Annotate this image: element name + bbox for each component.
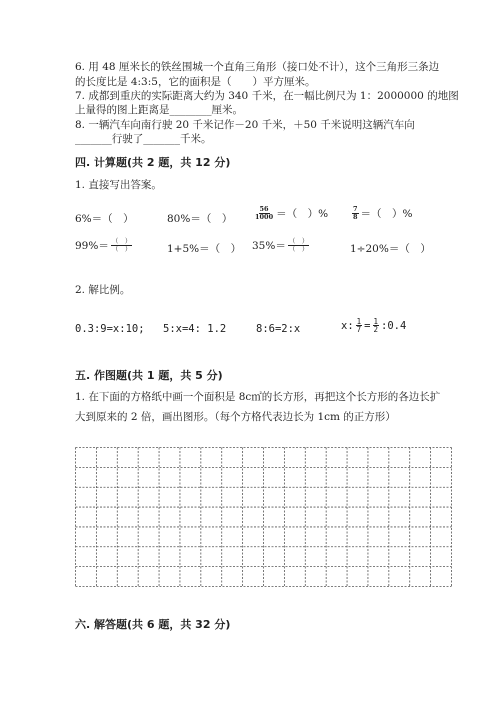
proportion-4 (341, 318, 406, 333)
calc-text: 35%＝ (252, 240, 286, 252)
fraction-denominator: 1000 (255, 213, 274, 221)
fraction-denominator: 7 (356, 325, 362, 334)
question-6-line-1: 6. 用 48 厘米长的铁丝围城一个直角三角形（接口处不计），这个三角形三条边 (75, 61, 440, 73)
fraction-denominator: 8 (353, 213, 358, 221)
calc-1-plus-5-percent (167, 241, 241, 256)
fraction (111, 238, 133, 253)
fraction-denominator: 2 (373, 325, 379, 334)
calc-text: 1÷20%＝（ ） (350, 243, 431, 255)
calc-1-div-20-percent (350, 241, 431, 256)
fraction-numerator: 1 (356, 317, 362, 326)
proportion-3 (256, 323, 300, 335)
question-8-line-1: 8. 一辆汽车向南行驶 20 千米记作－20 千米，＋50 千米说明这辆汽车向 (75, 119, 415, 131)
fraction-numerator: 56 (259, 205, 269, 213)
calc-text: ＝（ ）% (360, 208, 413, 220)
grid-paper (75, 447, 452, 587)
fraction-denominator: （ ） (288, 245, 309, 253)
drawing-question-line-2: 大到原来的 2 倍，画出图形。（每个方格代表边长为 1cm 的正方形） (75, 411, 396, 423)
fraction-numerator: 7 (353, 205, 358, 213)
proportion-text: :0.4 (381, 319, 407, 332)
proportion-text: 0.3:9=x:10; (75, 323, 145, 335)
section-5-heading: 五. 作图题(共 1 题，共 5 分) (75, 369, 223, 382)
calc-56-over-1000 (252, 206, 328, 221)
proportion-2 (163, 323, 226, 335)
calc-99-percent (75, 238, 134, 253)
sub-question-direct-answers: 1. 直接写出答案。 (75, 179, 162, 191)
calc-text: 6%＝（ ） (75, 213, 134, 225)
calc-text: 99%＝ (75, 240, 109, 252)
proportion-text: 8:6=2:x (256, 323, 301, 335)
proportion-text: = (364, 319, 371, 332)
question-8-line-2: _______行驶了_______千米。 (75, 133, 212, 145)
calc-text: 1+5%＝（ ） (167, 243, 242, 255)
fraction-numerator: （ ） (288, 237, 309, 245)
proportion-text: x: (341, 319, 354, 332)
calc-7-over-8 (350, 206, 413, 221)
question-7-line-2: 上量得的图上距离是________厘米。 (75, 104, 243, 116)
proportion-1 (75, 323, 145, 335)
fraction (352, 206, 359, 221)
fraction (288, 238, 310, 253)
section-4-heading: 四. 计算题(共 2 题，共 12 分) (75, 156, 231, 169)
sub-question-solve-proportion: 2. 解比例。 (75, 284, 131, 296)
fraction (254, 206, 274, 221)
calc-text: ＝（ ）% (276, 208, 329, 220)
calc-6-percent (75, 211, 134, 226)
calc-35-percent (252, 238, 311, 253)
fraction (356, 318, 363, 333)
grid-paper-svg (75, 447, 452, 587)
fraction-numerator: 1 (373, 317, 379, 326)
proportion-text: 5:x=4: 1.2 (163, 323, 227, 335)
question-6-line-2: 的长度比是 4:3:5，它的面积是（ ）平方厘米。 (75, 76, 316, 88)
drawing-question-line-1: 1. 在下面的方格纸中画一个面积是 8c㎡的长方形，再把这个长方形的各边长扩 (75, 391, 441, 403)
section-6-heading: 六. 解答题(共 6 题，共 32 分) (75, 618, 231, 631)
calc-80-percent (167, 211, 232, 226)
fraction (373, 318, 380, 333)
fraction-denominator: （ ） (111, 245, 132, 253)
calc-text: 80%＝（ ） (167, 213, 233, 225)
question-7-line-1: 7. 成都到重庆的实际距离大约为 340 千米，在一幅比例尺为 1：2000000 的地图 (75, 90, 459, 102)
fraction-numerator: （ ） (111, 237, 132, 245)
